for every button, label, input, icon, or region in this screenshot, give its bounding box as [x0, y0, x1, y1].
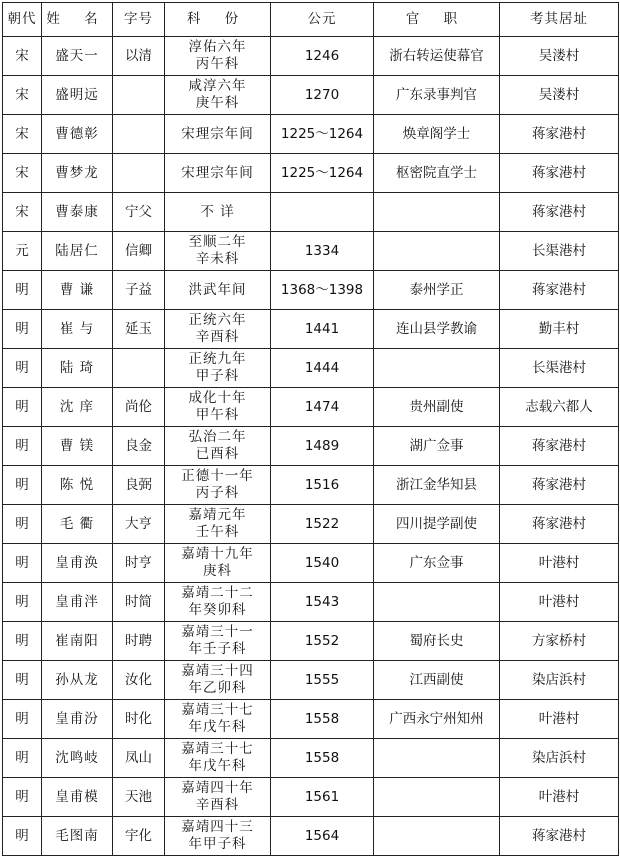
exam-line-1: 嘉靖元年: [188, 507, 247, 523]
name-cell: 皇甫泮: [42, 583, 113, 622]
name-cell: 曹 镁: [42, 427, 113, 466]
name-cell: 崔南阳: [42, 622, 113, 661]
office-cell: 贵州副使: [374, 388, 500, 427]
table-row: [3, 310, 619, 349]
exam-cell: [165, 505, 271, 544]
residence-cell: 方家桥村: [500, 622, 619, 661]
office-cell: [374, 817, 500, 856]
year-cell: 1489: [271, 427, 374, 466]
header-courtesy-name: 字号: [113, 3, 165, 37]
residence-cell: 勤丰村: [500, 310, 619, 349]
residence-cell: 长渠港村: [500, 232, 619, 271]
exam-line-2: 年戊午科: [188, 719, 247, 735]
table-row: [3, 115, 619, 154]
courtesy-name-cell: [113, 349, 165, 388]
residence-cell: 长渠港村: [500, 349, 619, 388]
courtesy-name-cell: 凤山: [113, 739, 165, 778]
residence-cell: 叶港村: [500, 583, 619, 622]
name-cell: 盛明远: [42, 76, 113, 115]
exam-line-2: 年壬子科: [188, 641, 247, 657]
residence-cell: 吴溇村: [500, 76, 619, 115]
dynasty-cell: 明: [3, 622, 42, 661]
exam-line-1: 不 详: [200, 203, 235, 220]
exam-line-1: 正统六年: [188, 312, 247, 328]
header-residence: 考其居址: [500, 3, 619, 37]
exam-line-2: 壬午科: [195, 524, 240, 540]
exam-line-2: 庚科: [203, 563, 232, 579]
year-cell: 1441: [271, 310, 374, 349]
scholar-roster-table: [2, 2, 619, 856]
dynasty-cell: 明: [3, 427, 42, 466]
year-cell: 1540: [271, 544, 374, 583]
dynasty-cell: 宋: [3, 154, 42, 193]
office-cell: 广东佥事: [374, 544, 500, 583]
residence-cell: 志载六都人: [500, 388, 619, 427]
exam-line-1: 嘉靖三十一: [181, 624, 254, 640]
exam-cell: [165, 817, 271, 856]
table-row: [3, 349, 619, 388]
exam-line-2: 甲子科: [195, 368, 240, 384]
exam-line-1: 嘉靖四十三: [181, 819, 254, 835]
office-cell: 四川提学副使: [374, 505, 500, 544]
exam-cell: [165, 349, 271, 388]
exam-cell: [165, 466, 271, 505]
exam-cell: [165, 583, 271, 622]
table-row: [3, 700, 619, 739]
table-row: [3, 661, 619, 700]
exam-cell: [165, 388, 271, 427]
exam-line-2: 年甲子科: [188, 836, 247, 852]
header-row: [3, 3, 619, 37]
name-cell: 皇甫模: [42, 778, 113, 817]
exam-cell: [165, 193, 271, 232]
residence-cell: 蒋家港村: [500, 427, 619, 466]
table-row: [3, 739, 619, 778]
courtesy-name-cell: 天池: [113, 778, 165, 817]
dynasty-cell: 明: [3, 544, 42, 583]
courtesy-name-cell: 延玉: [113, 310, 165, 349]
year-cell: 1270: [271, 76, 374, 115]
name-cell: 皇甫涣: [42, 544, 113, 583]
exam-line-1: 成化十年: [188, 390, 247, 406]
exam-line-1: 嘉靖三十四: [181, 663, 254, 679]
name-cell: 毛 衢: [42, 505, 113, 544]
document-page: [2, 2, 619, 856]
residence-cell: 蒋家港村: [500, 466, 619, 505]
exam-line-2: 甲午科: [195, 407, 240, 423]
exam-line-2: 年戊午科: [188, 758, 247, 774]
courtesy-name-cell: 宇化: [113, 817, 165, 856]
name-cell: 盛天一: [42, 37, 113, 76]
exam-line-1: 洪武年间: [188, 281, 247, 298]
exam-line-1: 嘉靖三十七: [181, 741, 254, 757]
courtesy-name-cell: 时简: [113, 583, 165, 622]
year-cell: 1543: [271, 583, 374, 622]
exam-line-2: 丙子科: [195, 485, 240, 501]
office-cell: [374, 778, 500, 817]
office-cell: 湖广佥事: [374, 427, 500, 466]
dynasty-cell: 明: [3, 349, 42, 388]
exam-line-1: 淳佑六年: [188, 39, 247, 55]
dynasty-cell: 明: [3, 583, 42, 622]
residence-cell: 染店浜村: [500, 739, 619, 778]
exam-line-2: 年乙卯科: [188, 680, 247, 696]
name-cell: 陆 琦: [42, 349, 113, 388]
exam-cell: [165, 778, 271, 817]
courtesy-name-cell: 以清: [113, 37, 165, 76]
office-cell: 广东录事判官: [374, 76, 500, 115]
exam-line-1: 宋理宗年间: [181, 125, 254, 142]
table-row: [3, 76, 619, 115]
exam-cell: [165, 700, 271, 739]
exam-line-1: 嘉靖二十二: [181, 585, 254, 601]
residence-cell: 吴溇村: [500, 37, 619, 76]
table-row: [3, 193, 619, 232]
exam-cell: [165, 544, 271, 583]
exam-line-1: 正德十一年: [181, 468, 254, 484]
name-cell: 曹梦龙: [42, 154, 113, 193]
header-dynasty: 朝代: [3, 3, 42, 37]
office-cell: 浙右转运使幕官: [374, 37, 500, 76]
name-cell: 陆居仁: [42, 232, 113, 271]
year-cell: 1225～1264: [271, 154, 374, 193]
office-cell: [374, 193, 500, 232]
exam-cell: [165, 427, 271, 466]
dynasty-cell: 明: [3, 388, 42, 427]
exam-line-2: 辛酉科: [195, 329, 240, 345]
year-cell: 1558: [271, 739, 374, 778]
exam-cell: [165, 310, 271, 349]
table-row: [3, 583, 619, 622]
courtesy-name-cell: 良弼: [113, 466, 165, 505]
year-cell: 1246: [271, 37, 374, 76]
exam-line-1: 至顺二年: [188, 234, 247, 250]
courtesy-name-cell: 时聘: [113, 622, 165, 661]
year-cell: [271, 193, 374, 232]
year-cell: 1474: [271, 388, 374, 427]
exam-line-2: 已酉科: [195, 446, 240, 462]
year-cell: 1561: [271, 778, 374, 817]
residence-cell: 蒋家港村: [500, 115, 619, 154]
office-cell: 江西副使: [374, 661, 500, 700]
header-year: 公元: [271, 3, 374, 37]
office-cell: 浙江金华知县: [374, 466, 500, 505]
office-cell: [374, 583, 500, 622]
year-cell: 1516: [271, 466, 374, 505]
table-row: [3, 817, 619, 856]
name-cell: 陈 悦: [42, 466, 113, 505]
exam-cell: [165, 154, 271, 193]
exam-cell: [165, 37, 271, 76]
exam-cell: [165, 271, 271, 310]
exam-line-1: 宋理宗年间: [181, 164, 254, 181]
dynasty-cell: 明: [3, 700, 42, 739]
year-cell: 1555: [271, 661, 374, 700]
year-cell: 1334: [271, 232, 374, 271]
exam-cell: [165, 739, 271, 778]
exam-line-1: 嘉靖三十七: [181, 702, 254, 718]
exam-cell: [165, 232, 271, 271]
office-cell: [374, 739, 500, 778]
name-cell: 崔 与: [42, 310, 113, 349]
exam-line-1: 正统九年: [188, 351, 247, 367]
residence-cell: 叶港村: [500, 778, 619, 817]
dynasty-cell: 明: [3, 778, 42, 817]
exam-line-2: 辛酉科: [195, 797, 240, 813]
courtesy-name-cell: [113, 115, 165, 154]
dynasty-cell: 明: [3, 739, 42, 778]
year-cell: 1564: [271, 817, 374, 856]
courtesy-name-cell: 信卿: [113, 232, 165, 271]
residence-cell: 染店浜村: [500, 661, 619, 700]
courtesy-name-cell: 时化: [113, 700, 165, 739]
exam-line-1: 嘉靖四十年: [181, 780, 254, 796]
exam-line-1: 弘治二年: [188, 429, 247, 445]
dynasty-cell: 宋: [3, 115, 42, 154]
name-cell: 毛图南: [42, 817, 113, 856]
dynasty-cell: 宋: [3, 37, 42, 76]
table-row: [3, 37, 619, 76]
residence-cell: 蒋家港村: [500, 154, 619, 193]
table-row: [3, 544, 619, 583]
table-row: [3, 505, 619, 544]
exam-line-2: 辛未科: [195, 251, 240, 267]
name-cell: 孙从龙: [42, 661, 113, 700]
residence-cell: 蒋家港村: [500, 505, 619, 544]
header-name: 姓 名: [42, 3, 113, 37]
office-cell: [374, 349, 500, 388]
table-row: [3, 271, 619, 310]
courtesy-name-cell: 子益: [113, 271, 165, 310]
residence-cell: 叶港村: [500, 700, 619, 739]
dynasty-cell: 明: [3, 661, 42, 700]
table-row: [3, 466, 619, 505]
header-exam: 科 份: [165, 3, 271, 37]
courtesy-name-cell: 汝化: [113, 661, 165, 700]
name-cell: 曹 谦: [42, 271, 113, 310]
table-row: [3, 622, 619, 661]
name-cell: 曹泰康: [42, 193, 113, 232]
courtesy-name-cell: 尚伦: [113, 388, 165, 427]
exam-cell: [165, 622, 271, 661]
name-cell: 皇甫汾: [42, 700, 113, 739]
exam-cell: [165, 76, 271, 115]
dynasty-cell: 元: [3, 232, 42, 271]
name-cell: 沈 庠: [42, 388, 113, 427]
table-row: [3, 154, 619, 193]
year-cell: 1558: [271, 700, 374, 739]
exam-line-2: 丙午科: [195, 56, 240, 72]
dynasty-cell: 明: [3, 271, 42, 310]
office-cell: 焕章阁学士: [374, 115, 500, 154]
year-cell: 1522: [271, 505, 374, 544]
dynasty-cell: 明: [3, 310, 42, 349]
table-body: [3, 37, 619, 856]
year-cell: 1444: [271, 349, 374, 388]
courtesy-name-cell: 大亨: [113, 505, 165, 544]
office-cell: 连山县学教谕: [374, 310, 500, 349]
table-row: [3, 778, 619, 817]
residence-cell: 叶港村: [500, 544, 619, 583]
table-row: [3, 232, 619, 271]
exam-line-2: 年癸卯科: [188, 602, 247, 618]
header-office: 官 职: [374, 3, 500, 37]
exam-cell: [165, 661, 271, 700]
name-cell: 沈鸣岐: [42, 739, 113, 778]
exam-cell: [165, 115, 271, 154]
courtesy-name-cell: 良金: [113, 427, 165, 466]
table-row: [3, 388, 619, 427]
name-cell: 曹德彰: [42, 115, 113, 154]
residence-cell: 蒋家港村: [500, 817, 619, 856]
office-cell: 蜀府长史: [374, 622, 500, 661]
residence-cell: 蒋家港村: [500, 193, 619, 232]
office-cell: 泰州学正: [374, 271, 500, 310]
dynasty-cell: 宋: [3, 193, 42, 232]
exam-line-2: 庚午科: [195, 95, 240, 111]
dynasty-cell: 宋: [3, 76, 42, 115]
dynasty-cell: 明: [3, 817, 42, 856]
courtesy-name-cell: 宁父: [113, 193, 165, 232]
year-cell: 1368～1398: [271, 271, 374, 310]
residence-cell: 蒋家港村: [500, 271, 619, 310]
exam-line-1: 嘉靖十九年: [181, 546, 254, 562]
courtesy-name-cell: 时亨: [113, 544, 165, 583]
table-row: [3, 427, 619, 466]
year-cell: 1225～1264: [271, 115, 374, 154]
dynasty-cell: 明: [3, 505, 42, 544]
office-cell: 广西永宁州知州: [374, 700, 500, 739]
dynasty-cell: 明: [3, 466, 42, 505]
office-cell: [374, 232, 500, 271]
exam-line-1: 咸淳六年: [188, 78, 247, 94]
year-cell: 1552: [271, 622, 374, 661]
courtesy-name-cell: [113, 154, 165, 193]
office-cell: 枢密院直学士: [374, 154, 500, 193]
courtesy-name-cell: [113, 76, 165, 115]
